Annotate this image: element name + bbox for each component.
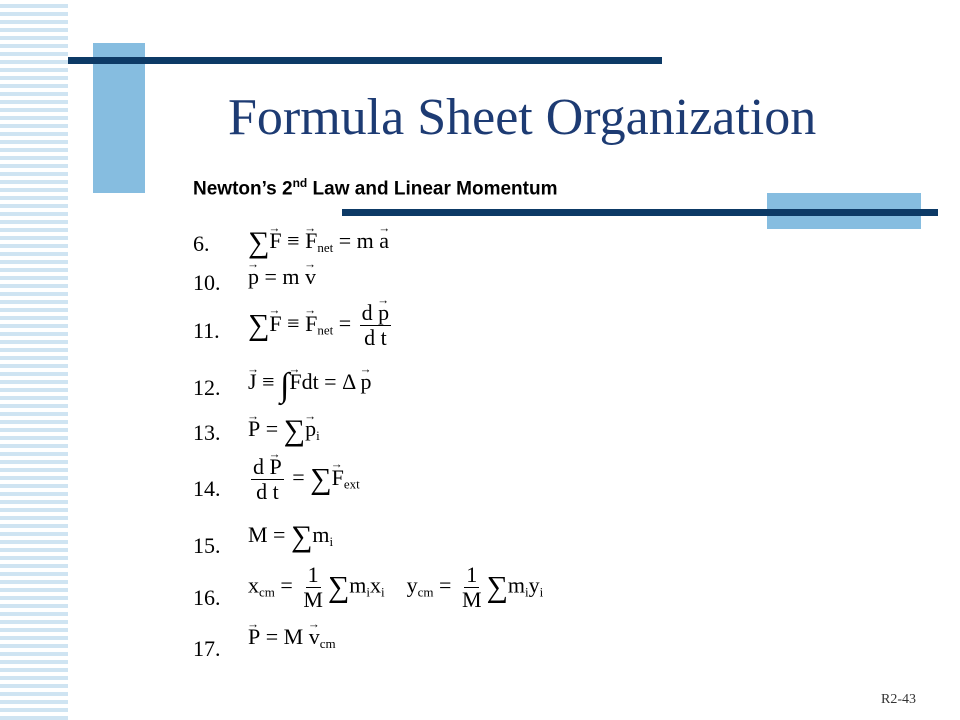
section-heading-post: Law and Linear Momentum bbox=[307, 178, 558, 200]
equation-number: 13. bbox=[193, 420, 221, 445]
equation-number: 14. bbox=[193, 476, 221, 501]
equation-13: → P = ∑→ pi bbox=[248, 414, 320, 448]
equation-number: 12. bbox=[193, 375, 221, 400]
left-striped-margin bbox=[0, 0, 68, 720]
section-heading-sup: nd bbox=[292, 176, 308, 190]
equation-number: 11. bbox=[193, 318, 220, 343]
equation-6: ∑→ F ≡ → Fnet = m → a bbox=[248, 226, 389, 260]
slide-title: Formula Sheet Organization bbox=[228, 89, 817, 146]
section-heading bbox=[193, 176, 557, 200]
equation-number: 16. bbox=[193, 585, 221, 610]
equation-number: 10. bbox=[193, 270, 221, 295]
equation-11: ∑→ F ≡ → Fnet = $\frac{d \to p}{\text{d t}}$ bbox=[248, 301, 394, 350]
equation-10: → p = m → v bbox=[248, 264, 316, 290]
equation-number: 6. bbox=[193, 231, 210, 256]
equation-14: $\frac{d \to P}{\text{d t}}$ = ∑→ Fext bbox=[248, 455, 360, 504]
page-number: R2-43 bbox=[881, 692, 916, 707]
equation-12: → J ≡ ∫→ Fdt = Δ → p bbox=[248, 367, 372, 405]
equation-number: 15. bbox=[193, 533, 221, 558]
decorative-top-rule bbox=[68, 57, 662, 64]
decorative-right-rule bbox=[342, 209, 938, 216]
equation-15: M = ∑mi bbox=[248, 520, 334, 553]
section-heading-pre: Newton’s 2 bbox=[193, 178, 293, 200]
decorative-vertical-block bbox=[93, 43, 145, 193]
equation-16: xcm = $\frac{1}{M}$ ∑mixi ycm = $\frac{1}{M}$ ∑miyi bbox=[248, 562, 544, 613]
equation-17: → P = M → vcm bbox=[248, 624, 336, 652]
equation-number: 17. bbox=[193, 636, 221, 661]
